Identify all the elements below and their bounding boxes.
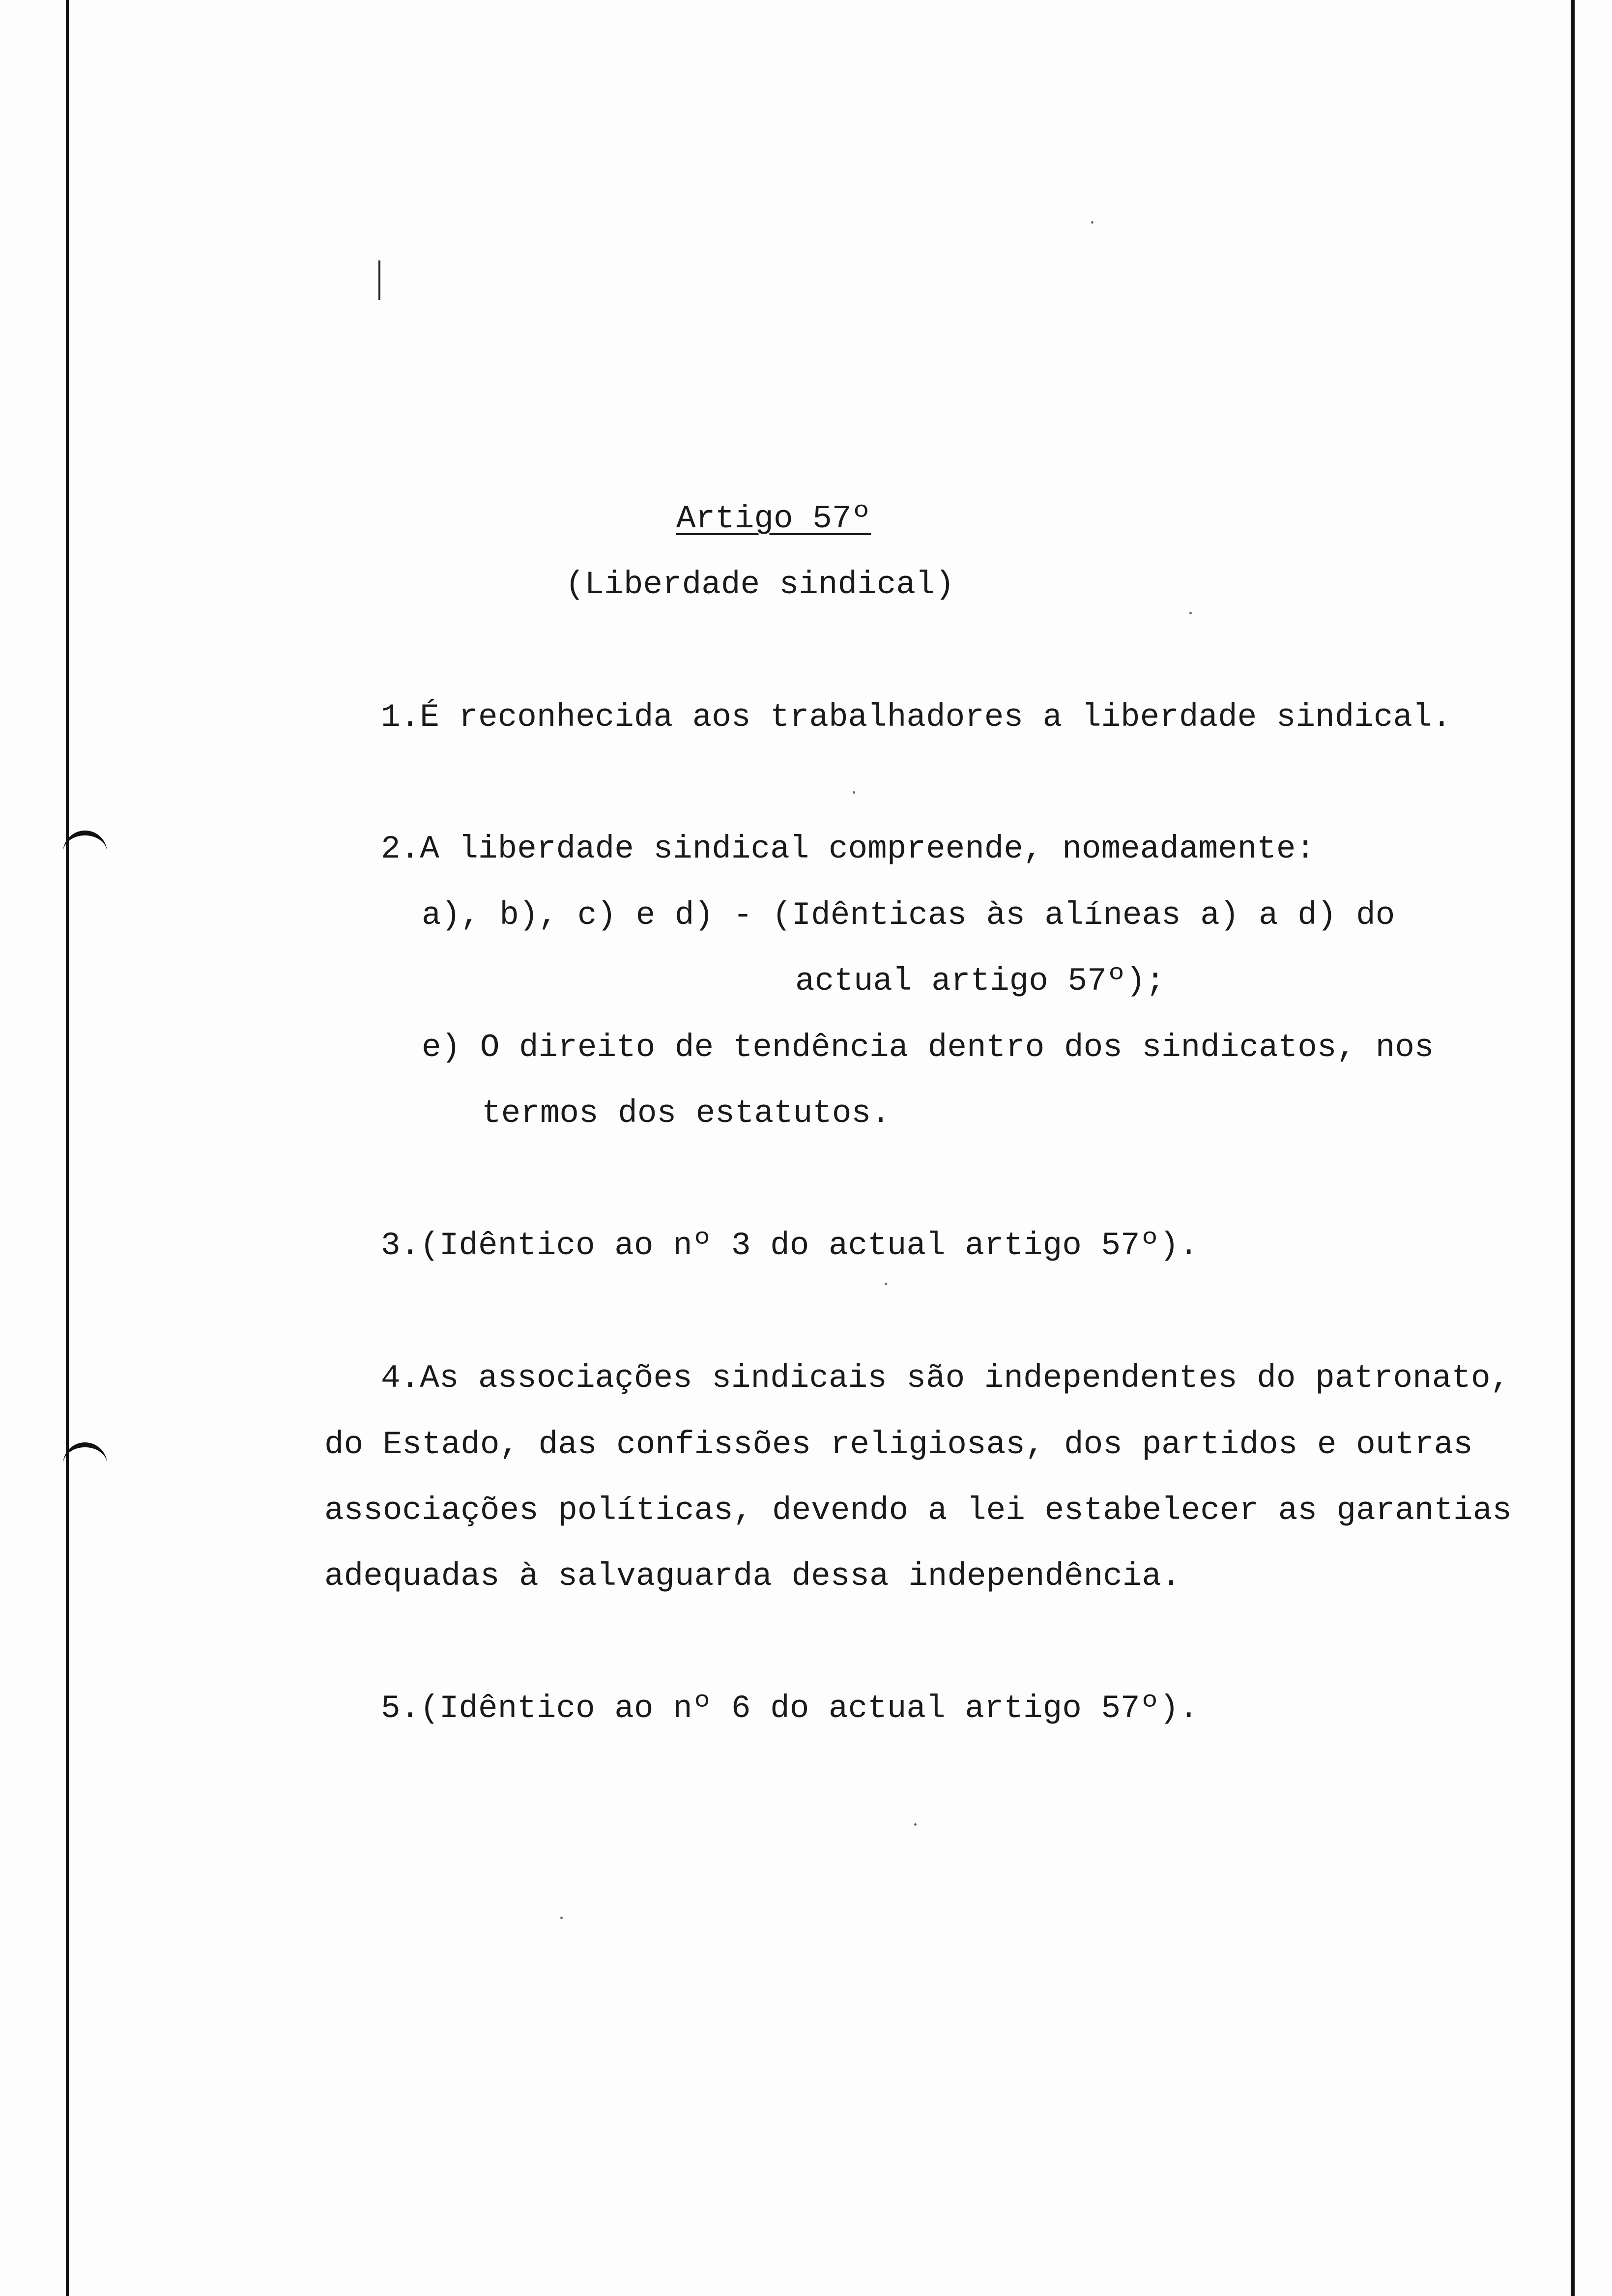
- paragraph-2: 2.A liberdade sindical compreende, nomeadamente:: [381, 831, 1316, 867]
- article-subtitle: (Liberdade sindical): [565, 566, 955, 603]
- article-title: Artigo 57º: [676, 500, 871, 537]
- page-right-edge: [1571, 0, 1575, 2296]
- paragraph-2-items-a-d-continued: actual artigo 57º);: [795, 963, 1165, 1000]
- paragraph-2-items-a-d: a), b), c) e d) - (Idênticas às alíneas a) a d) do: [422, 897, 1395, 934]
- paragraph-1: 1.É reconhecida aos trabalhadores a liberdade sindical.: [381, 699, 1452, 736]
- scan-speck: [1091, 221, 1094, 224]
- stray-pen-mark: [378, 260, 380, 300]
- paragraph-4-line-2: do Estado, das confissões religiosas, dos partidos e outras: [324, 1426, 1473, 1463]
- paragraph-5: 5.(Idêntico ao nº 6 do actual artigo 57º).: [381, 1690, 1199, 1727]
- paragraph-2-item-e-continued: termos dos estatutos.: [482, 1095, 891, 1132]
- paragraph-3: 3.(Idêntico ao nº 3 do actual artigo 57º).: [381, 1227, 1199, 1264]
- scan-speck: [914, 1823, 917, 1826]
- page-left-edge: [66, 0, 69, 2296]
- scan-speck: [885, 1283, 887, 1285]
- paragraph-4-line-4: adequadas à salvaguarda dessa independência.: [324, 1558, 1181, 1595]
- punch-hole-mark: [63, 1442, 107, 1471]
- paragraph-2-item-e: e) O direito de tendência dentro dos sindicatos, nos: [422, 1029, 1434, 1066]
- scan-speck: [1189, 612, 1192, 614]
- scan-speck: [853, 791, 855, 794]
- scan-speck: [560, 1917, 563, 1919]
- punch-hole-mark: [63, 831, 107, 859]
- paragraph-4-line-3: associações políticas, devendo a lei estabelecer as garantias: [324, 1492, 1512, 1529]
- paragraph-4-line-1: 4.As associações sindicais são independentes do patronato,: [381, 1360, 1510, 1397]
